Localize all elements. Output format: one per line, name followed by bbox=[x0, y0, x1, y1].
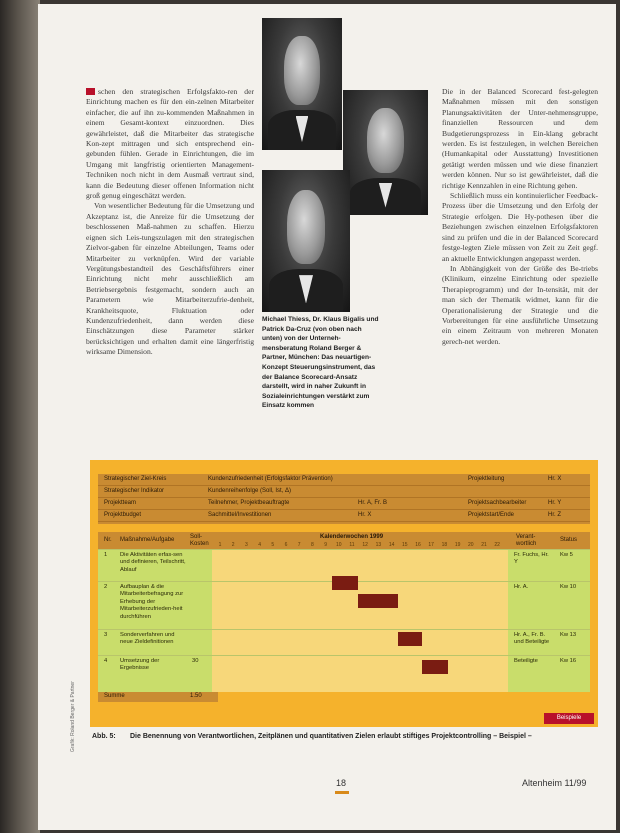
week-number: 6 bbox=[284, 542, 288, 548]
task-responsible: Hr. A. bbox=[514, 584, 529, 590]
week-number: 8 bbox=[311, 542, 314, 548]
gantt-bar bbox=[332, 576, 358, 590]
week-number: 12 bbox=[362, 542, 368, 548]
row-divider bbox=[98, 655, 590, 656]
week-number: 10 bbox=[336, 542, 342, 548]
task-label: Sonderverfahren und neue Zieldefinitionen bbox=[120, 632, 175, 646]
figure-caption bbox=[92, 732, 602, 741]
left-paragraph-1: schen den strategischen Erfolgsfakto-ren der Einrichtung machen es für den ein-zelnen Mitarbeiter einfacher, die auf ihn zu-kommenden Maßnahmen in einem Gesamt-kontext einzuordnen. Dies gewährleistet, daß die Mitarbeiter das strategische Kon-zept mittragen und sich entsprechend ein-gebunden fühlen. Gerade in Einrichtungen, die im Umgang mit langfristig orientierten Management-Techniken noch nicht in dem Ausmaß vertraut sind, kann die Bedeutung dieser offenen Information nicht groß genug eingeschätzt werden. bbox=[86, 87, 254, 201]
week-number: 11 bbox=[349, 542, 355, 548]
task-status: Kw 16 bbox=[560, 658, 577, 664]
week-number: 7 bbox=[297, 542, 301, 548]
task-number: 1 bbox=[104, 552, 108, 558]
task-responsible: Beteiligte bbox=[514, 658, 538, 664]
week-number: 21 bbox=[481, 542, 487, 548]
figure-credit: Grafik: Roland Berger & Partner bbox=[70, 681, 76, 752]
week-number: 2 bbox=[231, 542, 235, 548]
week-number: 1 bbox=[218, 542, 222, 548]
gantt-table bbox=[98, 532, 590, 692]
row-divider bbox=[98, 629, 590, 630]
project-info-block bbox=[98, 474, 590, 524]
figure-caption-label: Abb. 5: bbox=[92, 733, 116, 740]
task-label: Umsetzung der Ergebnisse bbox=[120, 658, 160, 672]
task-number: 3 bbox=[104, 632, 108, 638]
right-text-column bbox=[442, 87, 598, 347]
week-number: 9 bbox=[324, 542, 327, 548]
task-status: Kw 13 bbox=[560, 632, 577, 638]
info-row: Projektbudget Sachmittel/Investitionen Hr. X Projektstart/Ende Hr. Z bbox=[98, 510, 590, 522]
week-number: 18 bbox=[441, 542, 448, 548]
week-number: 15 bbox=[402, 542, 408, 548]
book-binding bbox=[0, 0, 40, 833]
row-divider bbox=[98, 549, 590, 550]
week-number: 22 bbox=[494, 542, 500, 548]
right-paragraph-2: Schließlich muss ein kontinuierlicher Feedback-Prozess über die Umsetzung und den Erfolg der Strategie erfolgen. Die Hy-pothesen über die Beziehungen zwischen einzelnen Erfolgsfaktoren sind zu prüfen und die in der Balanced Scorecard festge-legten Ziele müssen von Zeit zu Zeit gegf. an aktuelle Entwicklungen angepasst werden. bbox=[442, 191, 598, 263]
example-badge: Beispiele bbox=[544, 713, 594, 724]
project-plan-figure bbox=[90, 460, 598, 727]
photo-caption: Michael Thiess, Dr. Klaus Bigalis und Patrick Da-Cruz (von oben nach unten) von der Unterneh-mensberatung Roland Berger & Partner, München: Das neuartigen-Konzept Steuerungsinstrument, das der Balance Scorecard-Ansatz darstellt, wird in naher Zukunft in Sozialeinrichtungen verstärkt zum Einsatz kommen bbox=[262, 316, 379, 410]
week-number: 14 bbox=[388, 542, 395, 548]
info-row: Strategischer Ziel-Kreis Kundenzufriedenheit (Erfolgsfaktor Prävention) Projektleitung Hr. X bbox=[98, 474, 590, 486]
gantt-bar bbox=[422, 660, 448, 674]
task-number: 2 bbox=[104, 584, 108, 590]
week-number: 16 bbox=[415, 542, 421, 548]
task-number: 4 bbox=[104, 658, 108, 664]
left-paragraph-2: Von wesentlicher Bedeutung für die Umsetzung und Akzeptanz ist, die Anreize für die Umsetzung der beschlossenen Maß-nahmen zu schaffen. Hierzu eignen sich Leis-tungszulagen mit den strategischen Zielvor-gaben für einzelne Abteilungen, Teams oder Mitarbeiter zu verknüpfen. Wird der variable Vergütungsbestandteil des Geschäftsführers einer Einrichtung nicht mehr ausschließlich am Betriebsergebnis festgemacht, sondern auch an Parametern wie Mitarbeiterzufrie-denheit, Krankheitsquote, Fluktuation oder Kundenzufriedenheit, dann werden diese Einschätzungen diese Parameter stärker berücksichtigen und erhalten damit eine längerfristig wirksame Dimension. bbox=[86, 201, 254, 357]
info-row: Strategischer Indikator Kundenreihenfolge (Soll, Ist, Δ) bbox=[98, 486, 590, 498]
left-text-column bbox=[86, 87, 254, 358]
page-number: 18 bbox=[336, 778, 347, 788]
task-budget: 30 bbox=[192, 658, 199, 664]
week-number: 5 bbox=[271, 542, 275, 548]
gantt-area bbox=[212, 550, 508, 692]
magazine-issue: Altenheim 11/99 bbox=[522, 778, 587, 788]
task-label: Die Aktivitäten erfas-sen und definieren, Teilschritt, Ablauf bbox=[120, 552, 186, 573]
total-row: Summe 1.50 bbox=[98, 692, 218, 702]
week-number: 17 bbox=[428, 542, 434, 548]
task-status: Kw 5 bbox=[560, 552, 573, 558]
figure-caption-text: Die Benennung von Verantwortlichen, Zeitplänen und quantitativen Zielen erlaubt stiftiges Projektcontrolling – Beispiel – bbox=[130, 733, 532, 740]
task-responsible: Hr. A., Fr. B. und Beteiligte bbox=[514, 632, 550, 646]
week-number: 13 bbox=[375, 542, 382, 548]
week-number: 19 bbox=[454, 542, 461, 548]
page-number-accent bbox=[335, 791, 349, 794]
gantt-bar bbox=[358, 594, 398, 608]
info-row: Projektteam Teilnehmer, Projektbeauftragte Hr. A, Fr. B Projektsachbearbeiter Hr. Y bbox=[98, 498, 590, 510]
week-number: 3 bbox=[245, 542, 248, 548]
week-number: 20 bbox=[468, 542, 474, 548]
gantt-bar bbox=[398, 632, 422, 646]
week-number: 4 bbox=[258, 542, 261, 548]
right-paragraph-3: In Abhängigkeit von der Größe des Be-triebs (Klinikum, einzelne Einrichtung oder spezielle Therapieprogramm) und der In-tensität, mit der man sich der Thematik widmet, kann für die Operationalisierung der Strategie und die Vorbereitungen für eine ausführliche Umsetzung ein einem Zeitraum von mehreren Monaten gerech-net werden. bbox=[442, 263, 598, 346]
task-responsible: Fr. Fuchs, Hr. Y bbox=[514, 552, 549, 566]
right-paragraph-1: Die in der Balanced Scorecard fest-gelegten Maßnahmen müssen mit den sonstigen Planungsaktivitäten der Unter-nehmensgruppe, finanziellen Ressourcen und dem Budgetierungsprozess in Ein-klang gebracht werden. Es ist festzulegen, in welchen Bereichen (Humankapital oder Ausstattung) Investitionen getätigt werden müssen und wie diese finanziert werden können. Nur so ist gewährleistet, daß die richtige Kennzahlen in eine Richtung gehen. bbox=[442, 87, 598, 190]
portrait-photo-1 bbox=[262, 18, 342, 150]
table-header: Nr. Maßnahme/Aufgabe Soll-Kosten Kalenderwochen 1999 Verant-wortlich Status bbox=[98, 532, 590, 550]
section-marker-icon bbox=[86, 88, 95, 95]
portrait-photo-3 bbox=[262, 170, 350, 312]
task-label: Aufbauplan & die Mitarbeiterbefragung zur Erhebung der Mitarbeiterzufrieden-heit durchführen bbox=[120, 584, 184, 620]
portrait-photo-2 bbox=[343, 90, 428, 215]
task-status: Kw 10 bbox=[560, 584, 577, 590]
